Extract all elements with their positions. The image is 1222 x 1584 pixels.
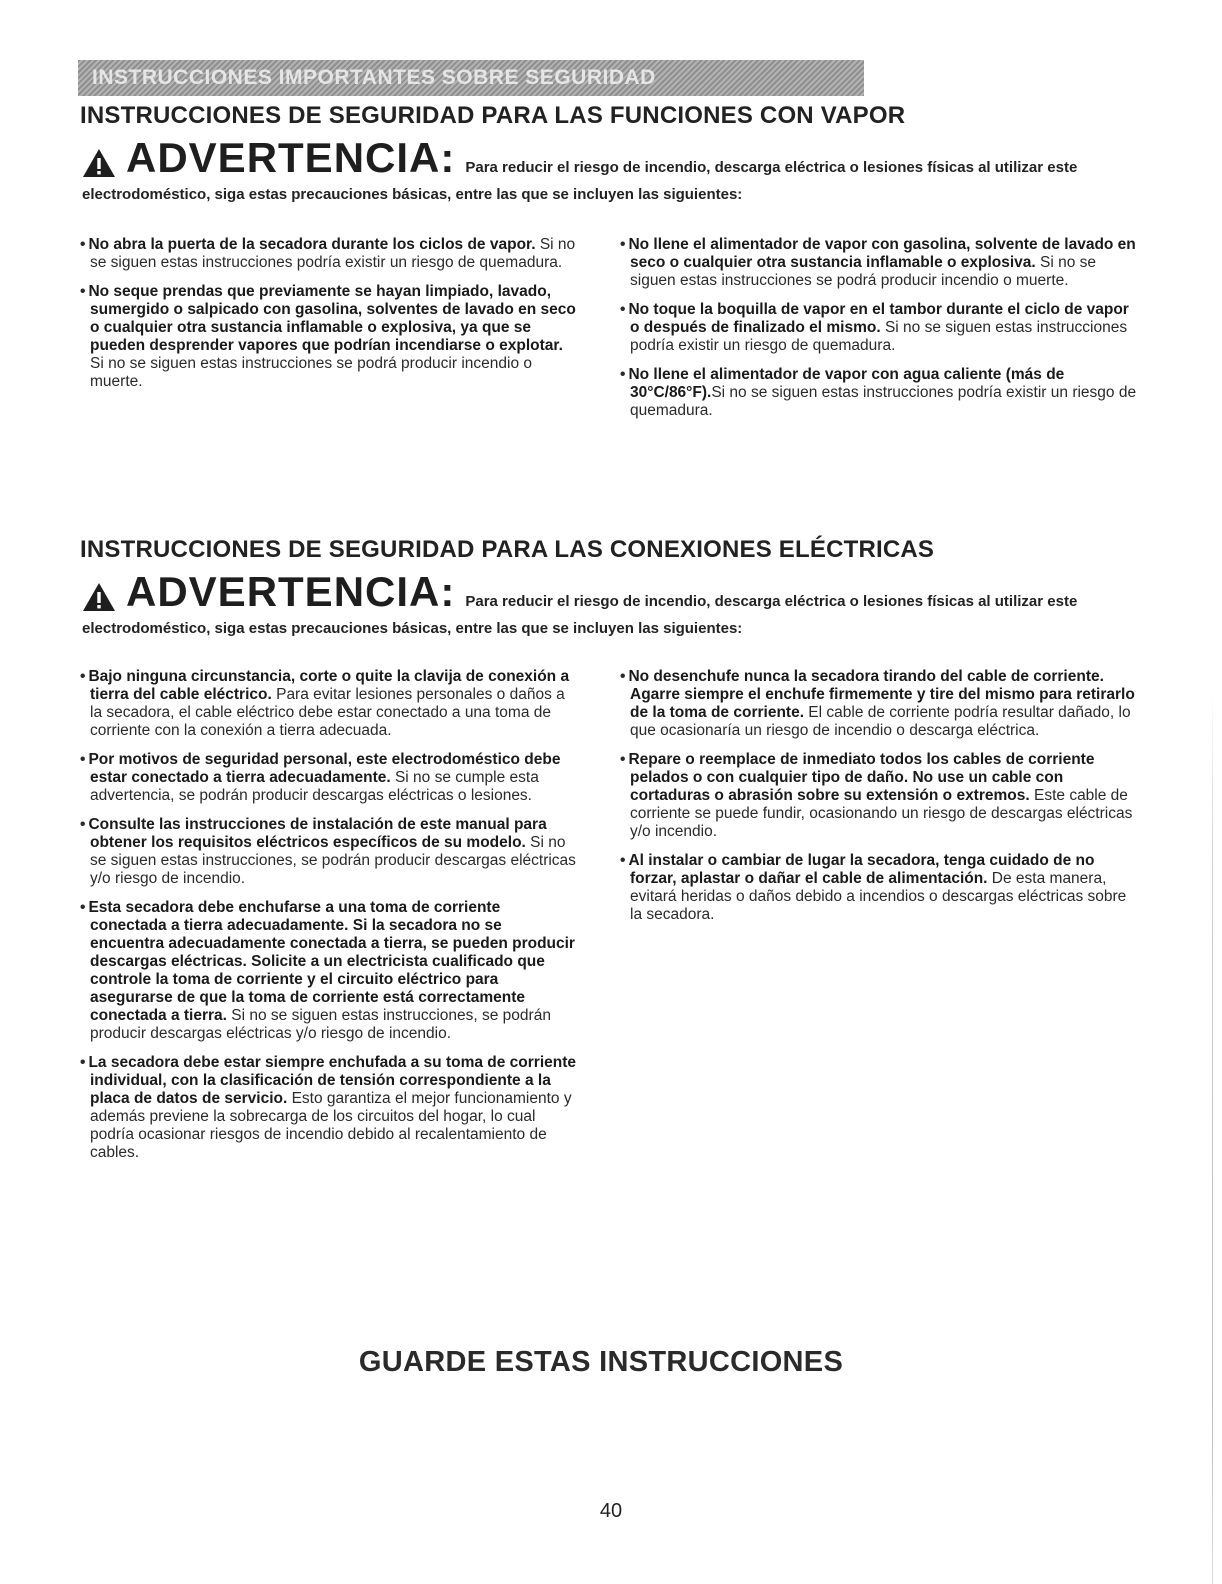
electric-left-column: [80, 668, 578, 1173]
safety-banner: [78, 60, 864, 96]
list-item: • No llene el alimentador de vapor con agua caliente (más de 30°C/86°F).Si no se siguen estas instrucciones podría existir un riesgo de quemadura.: [620, 366, 1140, 420]
list-item: • La secadora debe estar siempre enchufada a su toma de corriente individual, con la clasificación de tensión correspondiente a la placa de datos de servicio. Esto garantiza el mejor funcionamiento y además previene la sobrecarga de los circuitos del hogar, lo cual podría ocasionar riesgos de incendio debido al recalentamiento de cables.: [80, 1054, 578, 1162]
electric-right-column: [620, 668, 1140, 935]
list-item: • Por motivos de seguridad personal, este electrodoméstico debe estar conectado a tierra adecuadamente. Si no se cumple esta advertencia, se podrán producir descargas eléctricas o lesiones.: [80, 751, 578, 805]
list-item: • Consulte las instrucciones de instalación de este manual para obtener los requisitos eléctricos específicos de su modelo. Si no se siguen estas instrucciones, se podrán producir descargas eléctricas y/o riesgo de incendio.: [80, 816, 578, 888]
list-item: • No llene el alimentador de vapor con gasolina, solvente de lavado en seco o cualquier otra sustancia inflamable o explosiva. Si no se siguen estas instrucciones se podrá producir incendio o muerte.: [620, 236, 1140, 290]
save-instructions-heading: GUARDE ESTAS INSTRUCCIONES: [358, 1346, 844, 1378]
warning-word: ADVERTENCIA:: [126, 134, 456, 181]
list-item: • No seque prendas que previamente se hayan limpiado, lavado, sumergido o salpicado con gasolina, solventes de lavado en seco o cualquier otra sustancia inflamable o explosiva, ya que se pueden desprender vapores que podrían incendiarse o explotar. Si no se siguen estas instrucciones se podrá producir incendio o muerte.: [80, 283, 578, 391]
list-item: • No toque la boquilla de vapor en el tambor durante el ciclo de vapor o después de finalizado el mismo. Si no se siguen estas instrucciones podría existir un riesgo de quemadura.: [620, 301, 1140, 355]
warning-text: Para reducir el riesgo de incendio, descarga eléctrica o lesiones físicas al utilizar este: [465, 593, 1078, 610]
page-number: 40: [599, 1500, 623, 1522]
list-item: • Repare o reemplace de inmediato todos los cables de corriente pelados o con cualquier tipo de daño. No use un cable con cortaduras o abrasión sobre su extensión o extremos. Este cable de corriente se puede fundir, ocasionando un riesgo de descargas eléctricas y/o incendio.: [620, 751, 1140, 841]
list-item: • Bajo ninguna circunstancia, corte o quite la clavija de conexión a tierra del cable eléctrico. Para evitar lesiones personales o daños a la secadora, el cable eléctrico debe estar conectado a una toma de corriente con la conexión a tierra adecuada.: [80, 668, 578, 740]
warning-text: Para reducir el riesgo de incendio, descarga eléctrica o lesiones físicas al utilizar este: [465, 159, 1078, 176]
scan-edge: [1212, 690, 1213, 1584]
list-item: • Al instalar o cambiar de lugar la secadora, tenga cuidado de no forzar, aplastar o dañar el cable de alimentación. De esta manera, evitará heridas o daños debido a incendios o descargas eléctricas sobre la secadora.: [620, 852, 1140, 924]
electric-warning: [82, 568, 1152, 637]
warning-text-continued: electrodoméstico, siga estas precauciones básicas, entre las que se incluyen las siguientes:: [82, 186, 743, 203]
warning-triangle-icon: [82, 582, 116, 612]
warning-triangle-icon: [82, 148, 116, 178]
electric-section-title: INSTRUCCIONES DE SEGURIDAD PARA LAS CONEXIONES ELÉCTRICAS: [80, 536, 935, 563]
steam-section-title: INSTRUCCIONES DE SEGURIDAD PARA LAS FUNCIONES CON VAPOR: [80, 102, 906, 129]
list-item: • Esta secadora debe enchufarse a una toma de corriente conectada a tierra adecuadamente. Si la secadora no se encuentra adecuadamente conectada a tierra, se pueden producir descargas eléctricas. Solicite a un electricista cualificado que controle la toma de corriente y el circuito eléctrico para asegurarse de que la toma de corriente está correctamente conectada a tierra. Si no se siguen estas instrucciones, se podrán producir descargas eléctricas y/o riesgo de incendio.: [80, 899, 578, 1043]
warning-text-continued: electrodoméstico, siga estas precauciones básicas, entre las que se incluyen las siguientes:: [82, 620, 743, 637]
list-item: • No desenchufe nunca la secadora tirando del cable de corriente. Agarre siempre el enchufe firmemente y tire del mismo para retirarlo de la toma de corriente. El cable de corriente podría resultar dañado, lo que ocasionaría un riesgo de incendio o descarga eléctrica.: [620, 668, 1140, 740]
list-item: • No abra la puerta de la secadora durante los ciclos de vapor. Si no se siguen estas instrucciones podría existir un riesgo de quemadura.: [80, 236, 578, 272]
steam-left-column: [80, 236, 578, 402]
banner-text: INSTRUCCIONES IMPORTANTES SOBRE SEGURIDAD: [92, 66, 656, 89]
warning-word: ADVERTENCIA:: [126, 568, 456, 615]
steam-right-column: [620, 236, 1140, 431]
steam-warning: [82, 134, 1152, 203]
